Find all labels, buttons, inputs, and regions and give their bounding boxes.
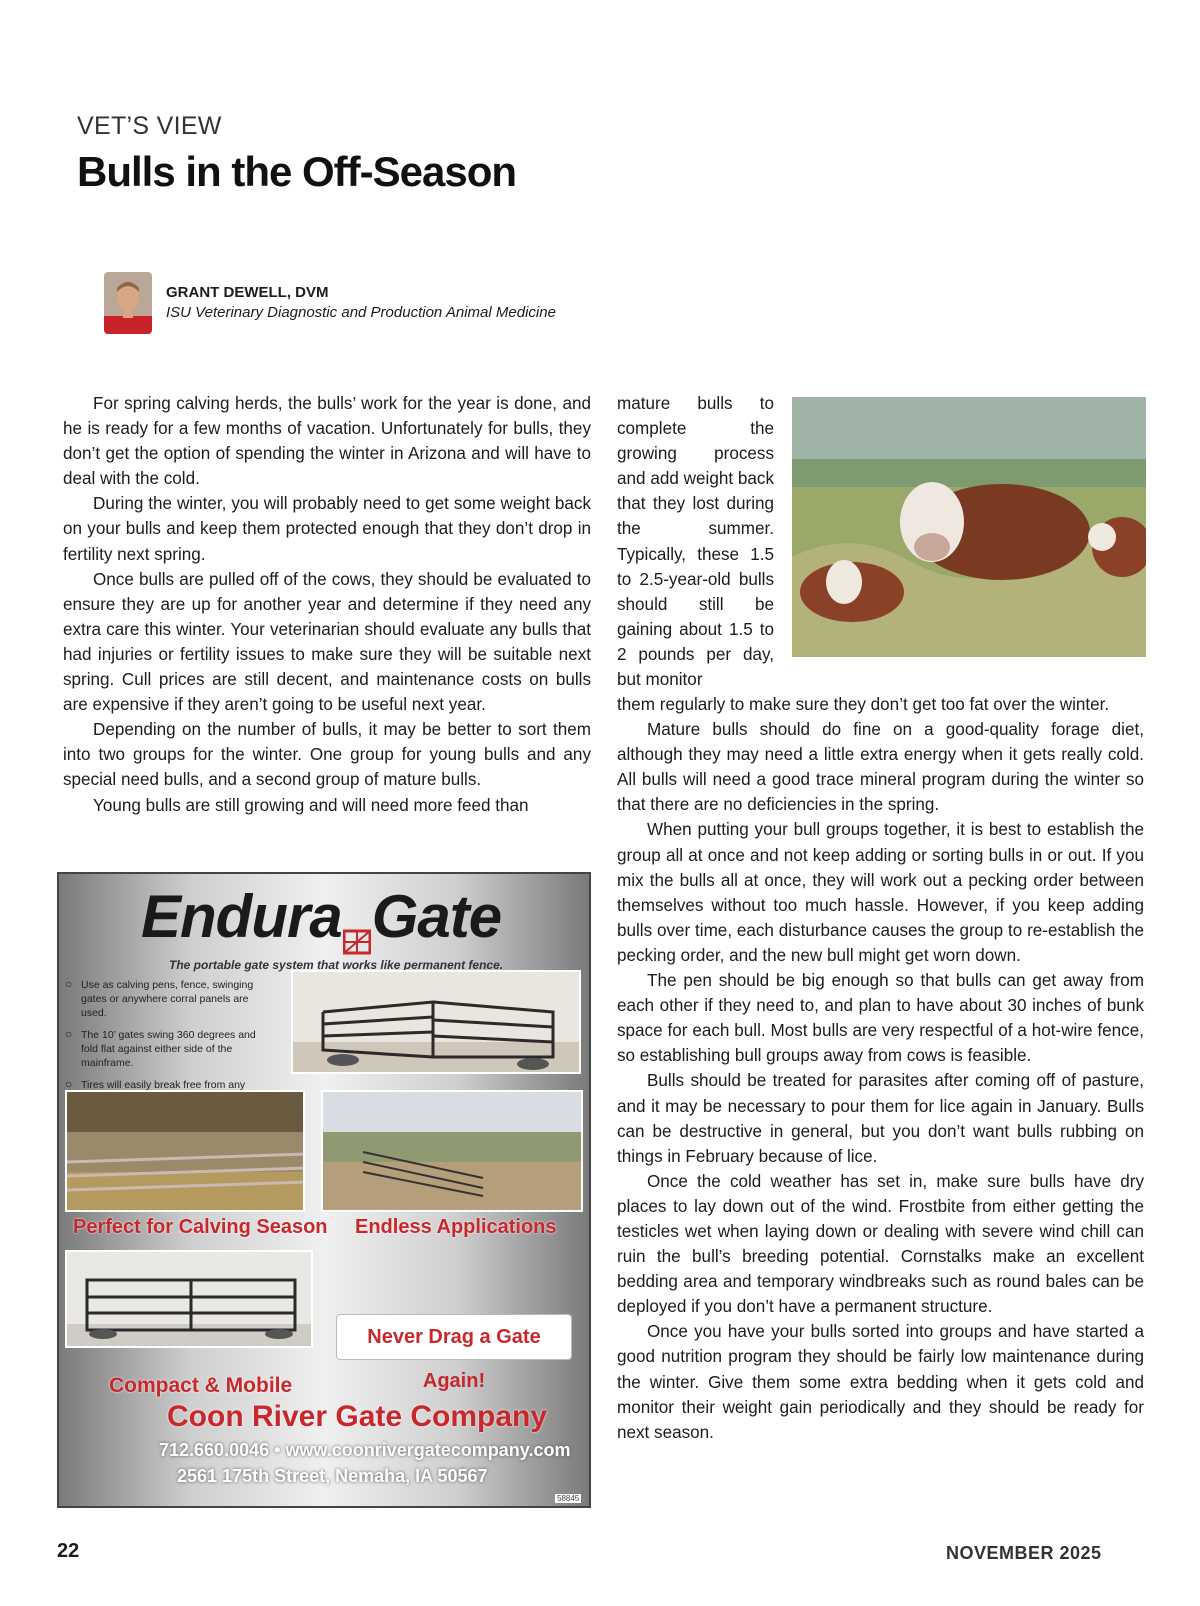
bull-photo xyxy=(792,397,1146,657)
ad-barn-photo xyxy=(65,1090,305,1212)
ad-feature-item: ○ The 10’ gates swing 360 degrees and fold flat against either side of the mainframe. xyxy=(65,1028,270,1070)
ad-brand-left: Endura xyxy=(141,883,342,950)
ad-perfect-calving: Perfect for Calving Season xyxy=(73,1216,328,1238)
article-column-right-narrow xyxy=(617,391,774,692)
paragraph: Mature bulls should do fine on a good-quality forage diet, although they may need a little extra energy when it gets really cold. All bulls will need a good trace mineral program during the winter so that there are no deficiencies in the spring. xyxy=(617,720,1144,815)
paragraph: Once bulls are pulled off of the cows, they should be evaluated to ensure they are up for another year and determine if they need any extra care this winter. Your veterinarian should evaluate any bulls that had injuries or fertility issues to make sure they will be suitable next spring. Cull prices are still decent, and maintenance costs on bulls are expensive if they aren’t going to be useful next year. xyxy=(63,569,591,715)
ad-gate-photo xyxy=(291,970,581,1074)
ad-brand-right: Gate xyxy=(371,883,502,950)
issue-date: NOVEMBER 2025 xyxy=(946,1543,1102,1563)
endura-gate-advertisement[interactable] xyxy=(57,872,591,1508)
page-number: 22 xyxy=(57,1540,80,1562)
paragraph: Once the cold weather has set in, make sure bulls have dry places to lay down out of the wind. Frostbite from either getting the testicles wet when laying down or dealing with severe wind chill can ruin the bull’s breeding potential. Cornstalks make an excellent bedding area and temporary windbreaks such as round bales can be deployed if you don’t have a permanent structure. xyxy=(617,1171,1144,1317)
author-affiliation: ISU Veterinary Diagnostic and Production Animal Medicine xyxy=(166,304,556,321)
gate-logo-icon xyxy=(343,904,371,938)
paragraph: Bulls should be treated for parasites after coming off of pasture, and it may be necessary to pour them for lice again in January. Bulls can be destructive in general, but you don’t want bulls rubbing on things in February because of lice. xyxy=(617,1071,1144,1166)
author-name: GRANT DEWELL, DVM xyxy=(166,284,329,301)
paragraph: When putting your bull groups together, it is best to establish the group all at once and not keep adding or sorting bulls in or out. If you mix the bulls all at once, they will work out a pecking order between themselves without too much hassle. However, if you keep adding bulls over time, each disturbance causes the group to re-establish the pecking order, and the new bull might get worn down. xyxy=(617,820,1144,965)
paragraph: During the winter, you will probably need to get some weight back on your bulls and keep them protected enough that they don’t drop in fertility next spring. xyxy=(63,494,591,564)
ad-compact-mobile: Compact & Mobile xyxy=(109,1374,293,1397)
ad-tagline: The portable gate system that works like permanent fence. xyxy=(169,958,504,972)
paragraph: For spring calving herds, the bulls’ work for the year is done, and he is ready for a few months of vacation. Unfortunately for bulls, they don’t get the option of spending the winter in Arizona and will have to deal with the cold. xyxy=(63,394,591,489)
ad-brand-logo xyxy=(141,882,501,951)
paragraph: Once you have your bulls sorted into groups and have started a good nutrition program they should be fairly low maintenance during the winter. Give them some extra bedding when it gets cold and monitor their weight gain periodically and they should be ready for next season. xyxy=(617,1322,1144,1442)
ad-field-photo xyxy=(321,1090,583,1212)
ad-feature-item: ○ Tires will easily break free from any xyxy=(65,1078,270,1106)
article-column-right xyxy=(617,692,1144,1445)
article-column-left xyxy=(63,391,591,818)
ad-number: 58845 xyxy=(557,1494,580,1503)
ad-phone-website[interactable]: 712.660.0046 • www.coonrivergatecompany.com xyxy=(159,1440,571,1460)
ad-address: 2561 175th Street, Nemaha, IA 50567 xyxy=(177,1466,488,1486)
ad-endless-applications: Endless Applications xyxy=(355,1216,557,1238)
paragraph: them regularly to make sure they don’t get too fat over the winter. xyxy=(617,695,1110,714)
ad-never-drag: Never Drag a Gate Again! xyxy=(336,1314,572,1360)
ad-feature-item: ○ Use as calving pens, fence, swinging gates or anywhere corral panels are used. xyxy=(65,978,270,1020)
ad-gate-folded-photo xyxy=(65,1250,313,1348)
article-title: Bulls in the Off-Season xyxy=(77,148,517,195)
section-kicker: VET’S VIEW xyxy=(77,112,222,140)
author-photo xyxy=(104,272,152,334)
paragraph: Young bulls are still growing and will need more feed than xyxy=(93,795,529,815)
paragraph: Depending on the number of bulls, it may be better to sort them into two groups for the winter. One group for young bulls and any special need bulls, and a second group of mature bulls. xyxy=(63,720,591,790)
paragraph: The pen should be big enough so that bulls can get away from each other if they need to, and plan to have about 30 inches of bunk space for each bull. Most bulls are very respectful of a hot-wire fence, so establishing bull groups away from cows is feasible. xyxy=(617,971,1144,1066)
ad-company-name: Coon River Gate Company xyxy=(167,1400,548,1433)
paragraph: mature bulls to complete the growing process and add weight back that they lost during the summer. Typically, these 1.5 to 2.5-year-old bulls should still be gaining about 1.5 to 2 pounds per day, but monitor xyxy=(617,394,774,690)
